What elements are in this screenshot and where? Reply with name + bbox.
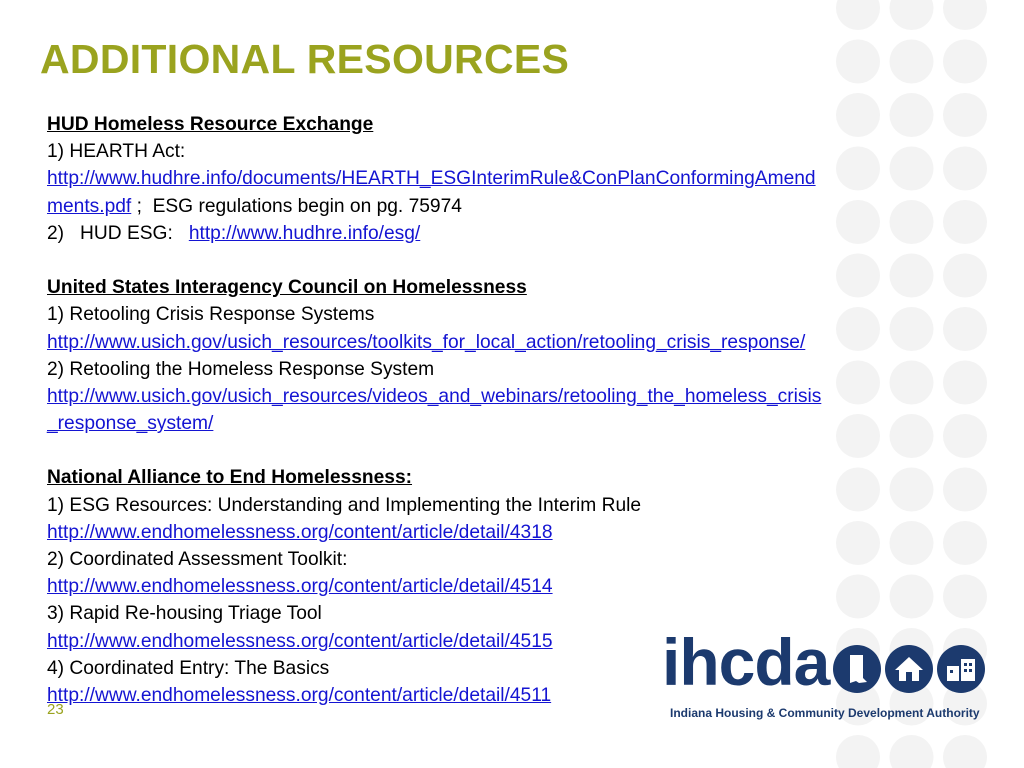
- link-naeh-4515[interactable]: http://www.endhomelessness.org/content/article/detail/4515: [47, 630, 553, 652]
- background-dot: [836, 40, 880, 84]
- background-dot: [943, 735, 987, 768]
- section-heading-naeh: National Alliance to End Homelessness:: [47, 467, 413, 489]
- section-heading-hud: HUD Homeless Resource Exchange: [47, 114, 374, 135]
- background-dot: [943, 0, 987, 30]
- background-dot: [890, 40, 934, 84]
- item-esg-regulations-note: ; ESG regulations begin on pg. 75974: [131, 195, 462, 217]
- item-retooling-homeless: 2) Retooling the Homeless Response System: [47, 358, 435, 380]
- resource-list: [47, 111, 972, 709]
- ihcda-logo: [662, 625, 982, 728]
- logo-wordmark: ihcda: [662, 625, 830, 699]
- logo-tagline: Indiana Housing & Community Development Authority: [670, 706, 980, 720]
- item-hearth-act: 1) HEARTH Act:: [47, 141, 186, 163]
- item-retooling-crisis: 1) Retooling Crisis Response Systems: [47, 304, 375, 326]
- link-retooling-crisis[interactable]: http://www.usich.gov/usich_resources/toolkits_for_local_action/retooling_crisis_response/: [47, 331, 806, 353]
- link-hearth-esg-rule-cont[interactable]: ments.pdf: [47, 195, 132, 217]
- link-hearth-esg-rule[interactable]: http://www.hudhre.info/documents/HEARTH_ESGInterimRule&ConPlanConformingAmend: [47, 168, 816, 190]
- item-coordinated-entry: 4) Coordinated Entry: The Basics: [47, 657, 330, 679]
- house-icon: [884, 644, 934, 694]
- link-naeh-4511[interactable]: http://www.endhomelessness.org/content/article/detail/4511: [47, 684, 552, 706]
- item-coordinated-assessment: 2) Coordinated Assessment Toolkit:: [47, 549, 348, 570]
- indiana-state-icon: [832, 644, 882, 694]
- community-building-icon: [936, 644, 986, 694]
- link-retooling-homeless-cont[interactable]: _response_system/: [47, 413, 214, 435]
- link-naeh-4514[interactable]: http://www.endhomelessness.org/content/article/detail/4514: [47, 576, 553, 598]
- background-dot: [890, 735, 934, 768]
- item-hud-esg: 2) HUD ESG:: [47, 222, 189, 244]
- page-number: 23: [47, 701, 64, 718]
- background-dot: [836, 735, 880, 768]
- background-dot: [836, 0, 880, 30]
- slide-title: ADDITIONAL RESOURCES: [40, 36, 570, 82]
- background-dot: [890, 0, 934, 30]
- link-hud-esg[interactable]: http://www.hudhre.info/esg/: [188, 222, 421, 244]
- item-rapid-rehousing: 3) Rapid Re-housing Triage Tool: [47, 603, 322, 625]
- section-heading-usich: United States Interagency Council on Homelessness: [47, 277, 527, 299]
- background-dot: [943, 40, 987, 84]
- link-naeh-4318[interactable]: http://www.endhomelessness.org/content/article/detail/4318: [47, 521, 553, 543]
- item-esg-resources: 1) ESG Resources: Understanding and Implementing the Interim Rule: [47, 494, 642, 516]
- link-retooling-homeless[interactable]: http://www.usich.gov/usich_resources/videos_and_webinars/retooling_the_homeless_crisis: [47, 385, 822, 407]
